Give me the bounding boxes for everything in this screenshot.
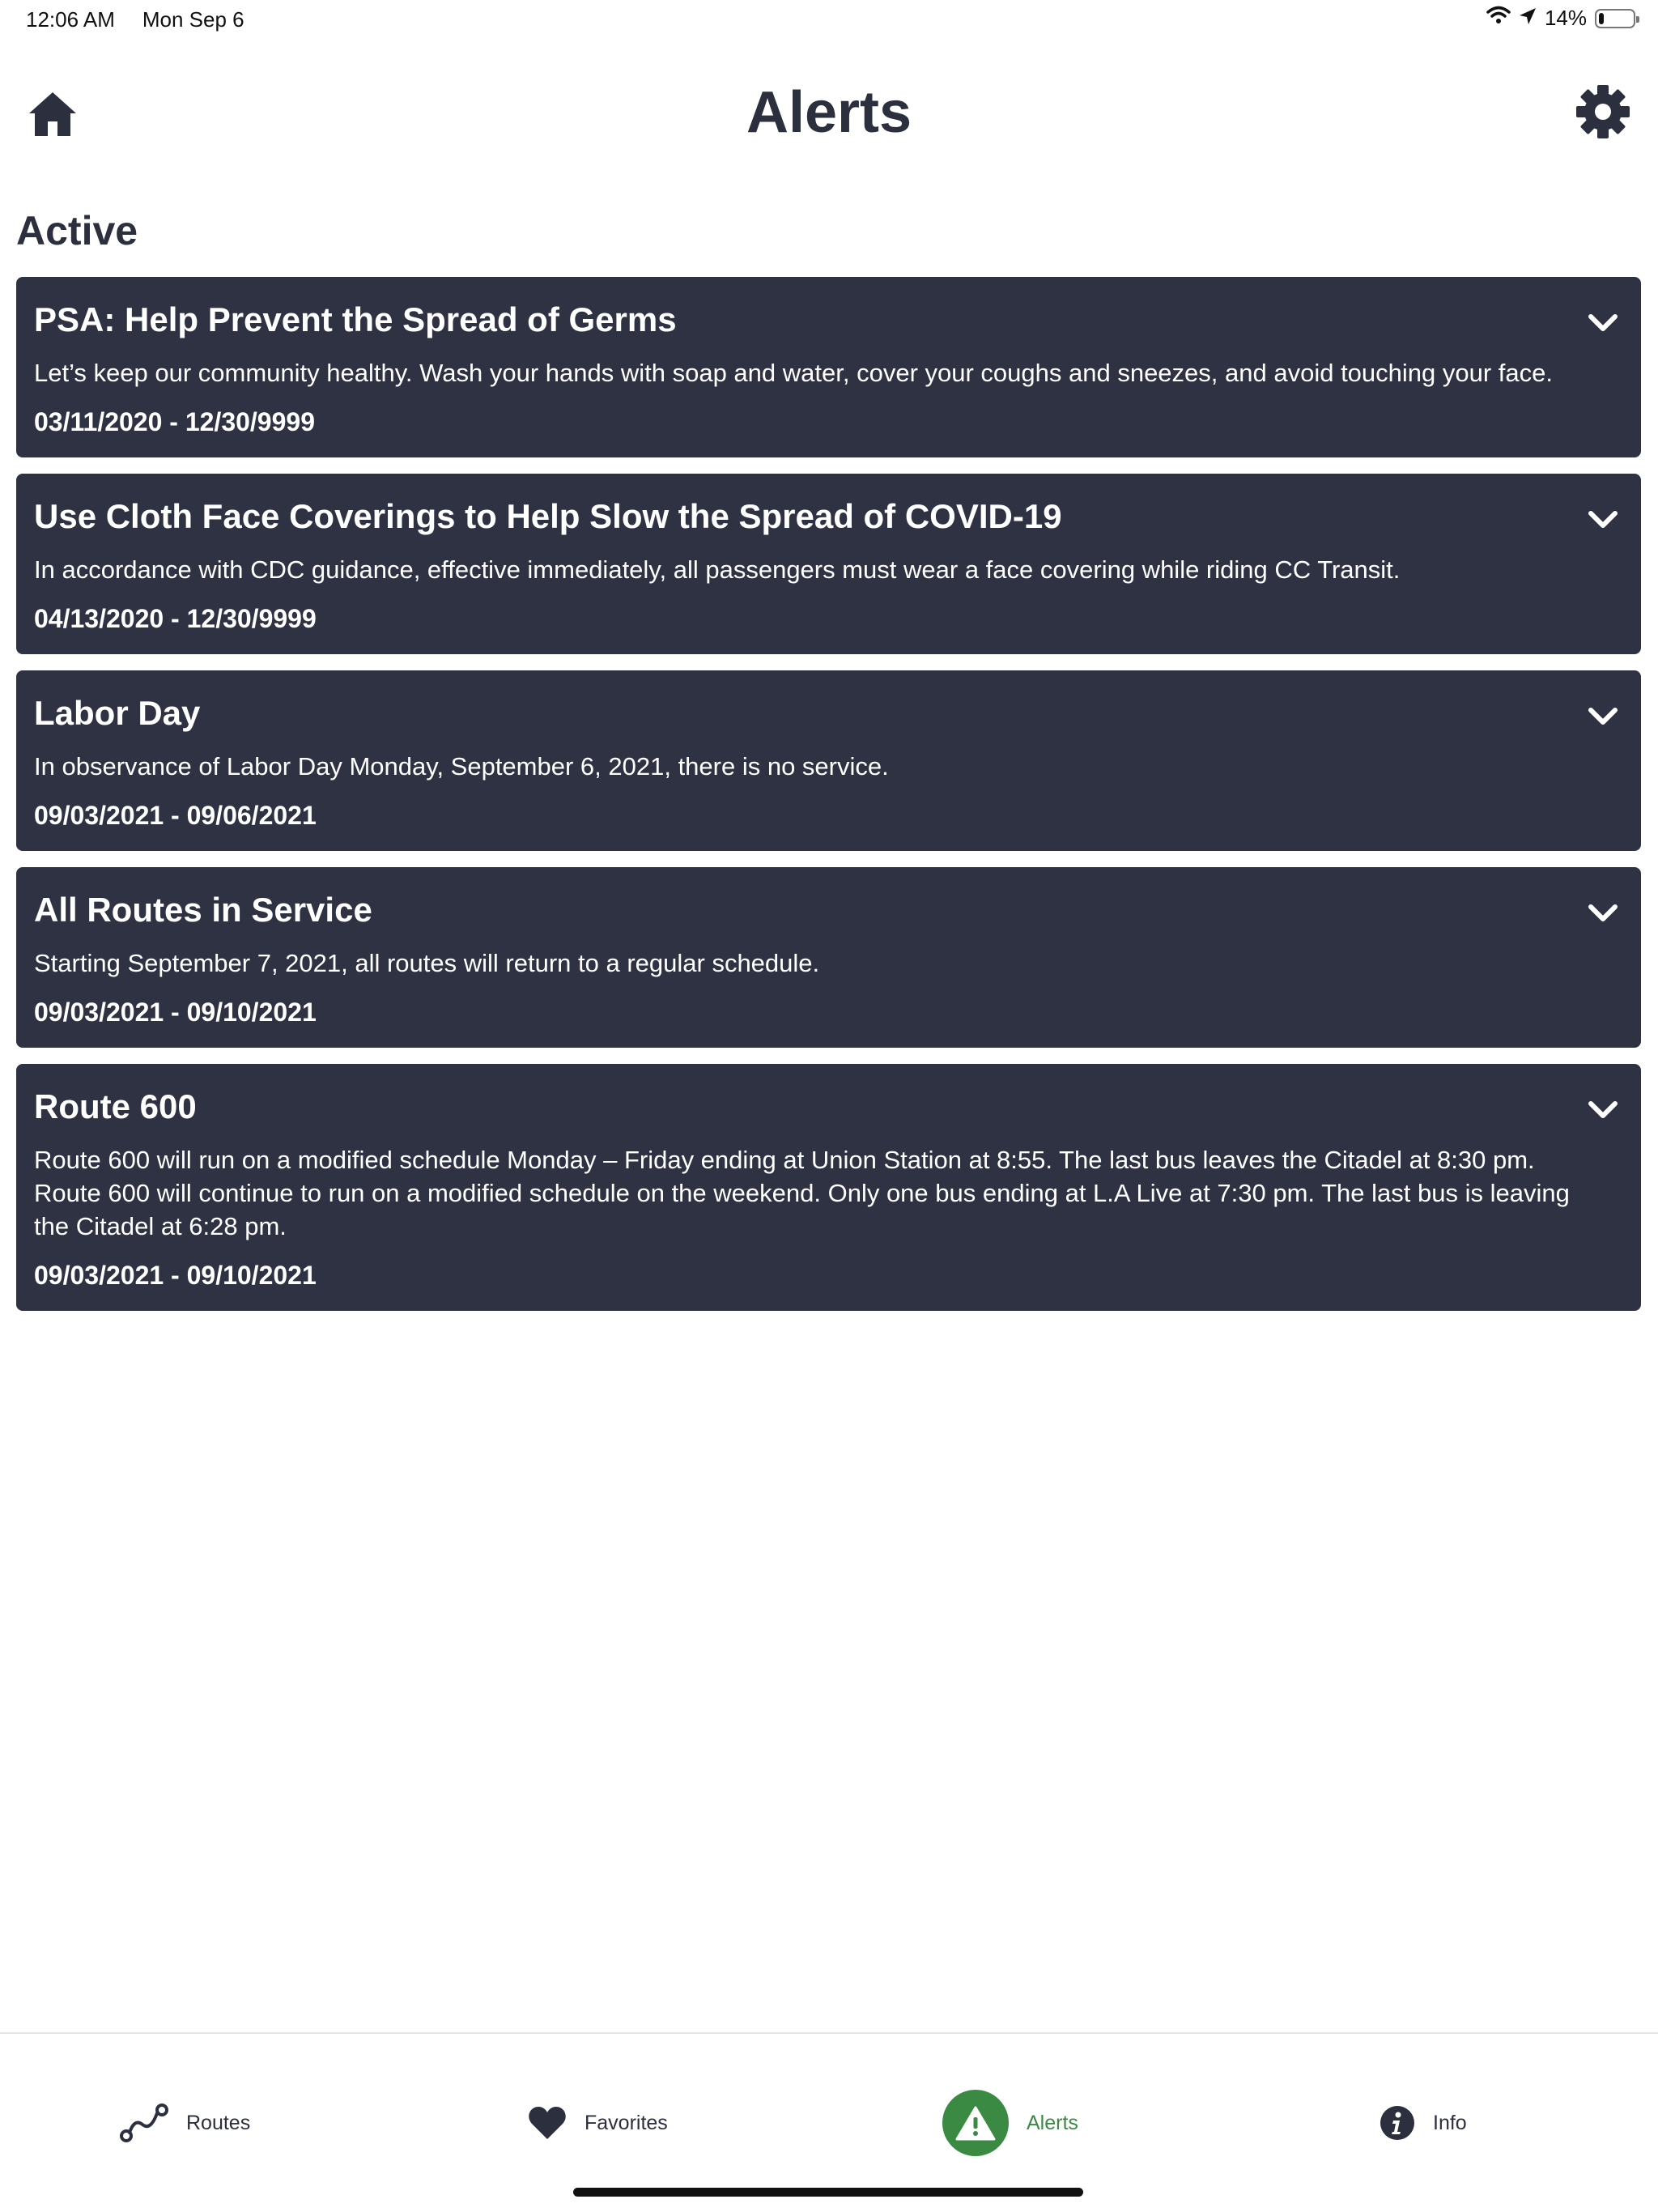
alert-dates: 04/13/2020 - 12/30/9999	[34, 604, 317, 633]
info-icon	[1380, 2105, 1415, 2141]
tab-favorites[interactable]	[528, 2091, 668, 2155]
heart-icon	[528, 2105, 567, 2141]
page-title: Alerts	[746, 80, 912, 145]
battery-icon	[1595, 9, 1635, 28]
alert-title: All Routes in Service	[34, 891, 372, 929]
alert-title: Labor Day	[34, 694, 201, 732]
alert-dates: 09/03/2021 - 09/10/2021	[34, 1261, 317, 1290]
location-arrow-icon	[1519, 6, 1537, 31]
alert-title: Use Cloth Face Coverings to Help Slow the Spread of COVID-19	[34, 497, 1062, 535]
tab-routes[interactable]	[120, 2091, 250, 2155]
alert-card[interactable]	[16, 474, 1641, 654]
alert-title: Route 600	[34, 1087, 197, 1125]
alert-card[interactable]	[16, 867, 1641, 1048]
alerts-list	[16, 277, 1641, 1327]
status-right	[1486, 6, 1635, 31]
alert-body: Let’s keep our community healthy. Wash your hands with soap and water, cover your coughs and sneezes, and avoid touching your face.	[34, 359, 1554, 387]
chevron-down-icon[interactable]	[1588, 706, 1618, 727]
alert-card[interactable]	[16, 1064, 1641, 1311]
alert-body: Starting September 7, 2021, all routes will return to a regular schedule.	[34, 949, 820, 977]
alert-body: Route 600 will run on a modified schedule Monday – Friday ending at Union Station at 8:55. The last bus leaves the Citadel at 8:30 pm. Route 600 will continue to run on a modified schedule on the weekend. Only one bus ending at L.A Live at 7:30 pm. The last bus is leaving the Citadel at 6:28 pm.	[34, 1146, 1570, 1240]
tab-alerts-label: Alerts	[1027, 2111, 1078, 2134]
chevron-down-icon[interactable]	[1588, 903, 1618, 924]
gear-icon	[1575, 84, 1630, 139]
alert-body: In observance of Labor Day Monday, September 6, 2021, there is no service.	[34, 752, 889, 781]
alert-title: PSA: Help Prevent the Spread of Germs	[34, 300, 677, 338]
alert-dates: 09/03/2021 - 09/06/2021	[34, 801, 317, 830]
alert-card[interactable]	[16, 277, 1641, 457]
status-left	[26, 7, 244, 32]
alert-dates: 09/03/2021 - 09/10/2021	[34, 998, 317, 1027]
status-date: Mon Sep 6	[142, 7, 244, 32]
tab-alerts[interactable]	[942, 2091, 1078, 2155]
tab-bar	[0, 2032, 1658, 2212]
tab-alerts-active-indicator	[942, 2090, 1009, 2156]
settings-button[interactable]	[1575, 84, 1630, 139]
chevron-down-icon[interactable]	[1588, 313, 1618, 334]
status-time: 12:06 AM	[26, 7, 115, 32]
battery-percent: 14%	[1544, 6, 1587, 30]
alert-body: In accordance with CDC guidance, effective immediately, all passengers must wear a face covering while riding CC Transit.	[34, 555, 1401, 584]
chevron-down-icon[interactable]	[1588, 509, 1618, 530]
tab-routes-label: Routes	[186, 2111, 251, 2134]
battery-level	[1599, 13, 1604, 24]
tab-info-label: Info	[1433, 2111, 1467, 2134]
chevron-down-icon[interactable]	[1588, 1100, 1618, 1121]
warning-icon	[955, 2105, 996, 2141]
tab-favorites-label: Favorites	[585, 2111, 668, 2134]
route-icon	[120, 2104, 168, 2142]
alert-dates: 03/11/2020 - 12/30/9999	[34, 407, 315, 436]
home-indicator[interactable]	[573, 2188, 1083, 2197]
status-bar	[0, 0, 1658, 40]
tab-info[interactable]	[1380, 2091, 1467, 2155]
alert-card[interactable]	[16, 670, 1641, 851]
wifi-icon	[1486, 6, 1511, 31]
header	[0, 65, 1658, 162]
section-title-active: Active	[16, 208, 138, 253]
